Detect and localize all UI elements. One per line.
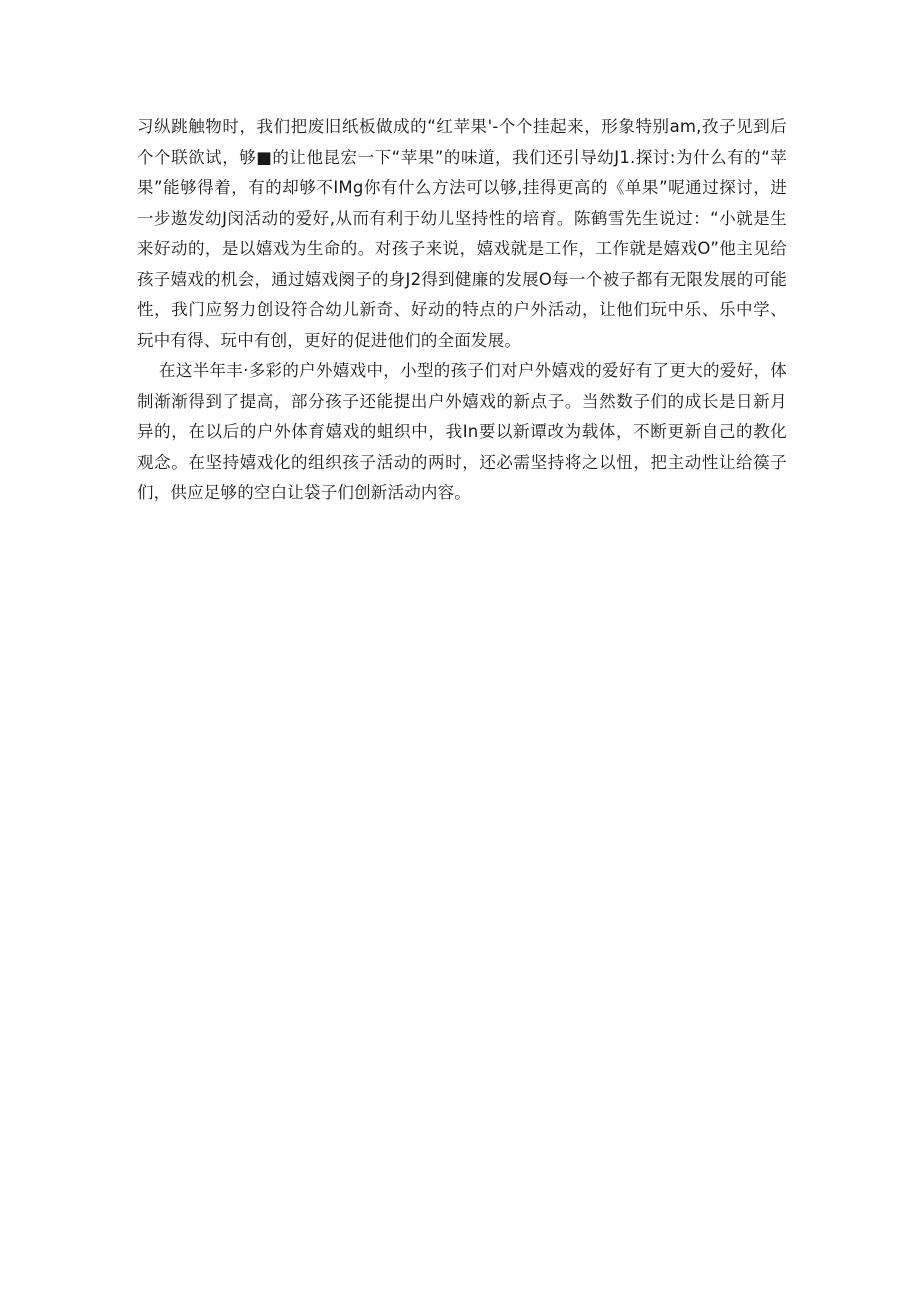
paragraph-continued: 习纵跳触物时，我们把废旧纸板做成的“红苹果'-个个挂起来，形象特别am,孜子见到后个个联欲试，够■的让他昆宏一下“苹果”的味道，我们还引导幼J1.探讨:为什么有的“苹果”能够得着，有的却够不IMg你有什么方法可以够,挂得更高的《单果”呢通过探讨，进一步遨发幼J闵活动的爱好,从而有利于幼儿坚持性的培育。陈鹤雪先生说过：“小就是生来好动的，是以嬉戏为生命的。对孩子来说，嬉戏就是工作，工作就是嬉戏O”他主见给孩子嬉戏的机会，通过嬉戏阕子的身J2得到健廉的发展O每一个被子都有无限发展的可能性，我门应努力创设符合幼儿新奇、好动的特点的户外活动，让他们玩中乐、乐中学、玩中有得、玩中有创，更好的促进他们的全面发展。 (137, 117, 787, 350)
document-body (137, 112, 787, 509)
paragraph-summary: 在这半年丰·多彩的户外嬉戏中，小型的孩子们对户外嬉戏的爱好有了更大的爱好，体制渐渐得到了提高，部分孩子还能提出户外嬉戏的新点子。当然数子们的成长是日新月异的，在以后的户外体育嬉戏的蛆织中，我In要以新谭改为载体，不断更新自己的教化观念。在坚持嬉戏化的组织孩子活动的两时，还必需坚持将之以忸，把主动性让给篌子们，供应足够的空白让袋子们创新活动内容。 (137, 361, 787, 502)
